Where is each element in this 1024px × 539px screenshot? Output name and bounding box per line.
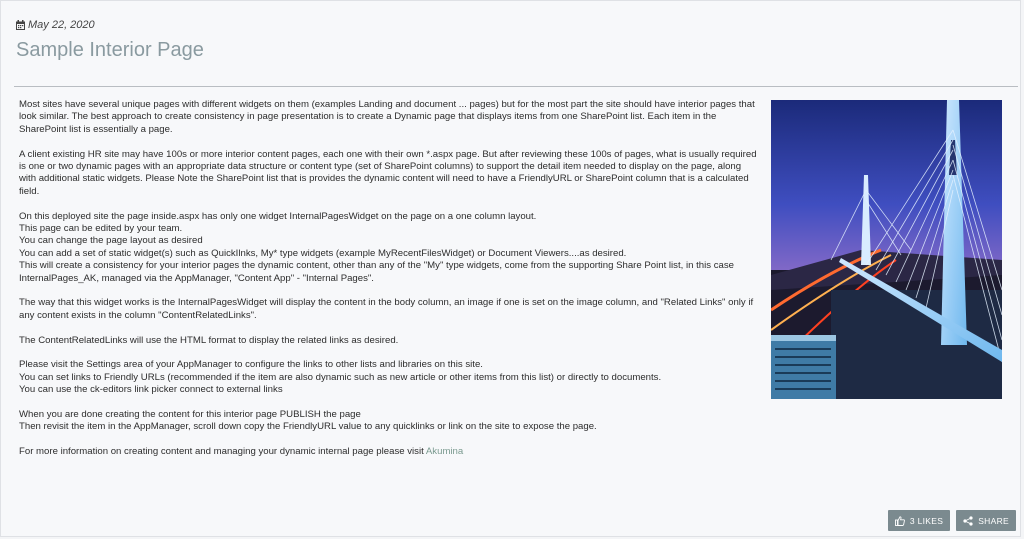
text-line: You can set links to Friendly URLs (recommended if the item are also dynamic such as new article or other items from this list) or directly to documents. (19, 371, 662, 383)
share-button[interactable] (956, 510, 1016, 531)
header-divider (14, 86, 1018, 87)
paragraph-deployed-site (19, 211, 757, 285)
text-line: You can use the ck-editors link picker connect to external links (19, 384, 283, 396)
paragraph-related-links: The ContentRelatedLinks will use the HTML format to display the related links as desired. (19, 334, 399, 346)
more-info-text: For more information on creating content and managing your dynamic internal page please visit (19, 446, 426, 458)
calendar-icon (16, 20, 25, 30)
share-icon (963, 516, 973, 526)
bridge-image (771, 100, 1002, 399)
date-text: May 22, 2020 (28, 19, 95, 31)
publish-date (16, 19, 1018, 31)
thumbs-up-icon (895, 516, 905, 526)
page-header (16, 19, 1018, 62)
text-line: Please visit the Settings area of your AppManager to configure the links to other lists and libraries on this site. (19, 359, 483, 371)
text-line: On this deployed site the page inside.aspx has only one widget InternalPagesWidget on the page on a one column layout. (19, 210, 537, 222)
text-line: Then revisit the item in the AppManager, scroll down copy the FriendlyURL value to any quicklinks or link on the site to expose the page. (19, 421, 597, 433)
text-line: This page can be edited by your team. (19, 223, 183, 235)
paragraph-publish (19, 409, 757, 434)
likes-count: 3 LIKES (909, 515, 944, 526)
action-bar (888, 510, 1016, 531)
share-label: SHARE (978, 515, 1009, 526)
text-line: You can change the page layout as desired (19, 235, 203, 247)
bridge-photo (771, 100, 1002, 399)
like-button[interactable] (888, 510, 950, 531)
text-line: You can add a set of static widget(s) such as QuickIlnks, My* type widgets (example MyRecentFilesWidget) or Document Viewers....as desired. (19, 247, 627, 259)
page-title: Sample Interior Page (16, 39, 204, 61)
paragraph-settings (19, 359, 757, 396)
akumina-link[interactable]: Akumina (425, 446, 464, 458)
paragraph-more-info (19, 446, 757, 458)
paragraph-hr-site: A client existing HR site may have 100s or more interior content pages, each one with their own *.aspx page. But after reviewing these 100s of pages, what is usually required is one or two dynamic pages with an appropriate data structure or content type (set of SharePoint columns) to support the detail item needed to display on the page, along with additional static widgets. Please Note the SharePoint list that is provides the dynamic content will need to have a FriendlyURL or SharePoint column that is a calculated field. (19, 148, 757, 197)
text-line: When you are done creating the content for this interior page PUBLISH the page (19, 409, 361, 421)
paragraph-widget-works: The way that this widget works is the InternalPagesWidget will display the content in the body column, an image if one is set on the image column, and "Related Links" only if any content exists in the column "ContentRelatedLinks". (19, 297, 754, 321)
paragraph-intro: Most sites have several unique pages with different widgets on them (examples Landing and document ... pages) but for the most part the site should have interior pages that look similar. The best approach to create consistency in page presentation is to create a Dynamic page that displays items from one SharePoint list. Each item in the SharePoint list is essentially a page. (19, 99, 755, 135)
content-body (19, 99, 757, 471)
text-line: This will create a consistency for your interior pages the dynamic content, other than any of the "My" type widgets, come from the supporting Share Point list, in this case InternalPages_AK, managed via the AppManager, "Content App" - "Internal Pages". (19, 260, 734, 284)
